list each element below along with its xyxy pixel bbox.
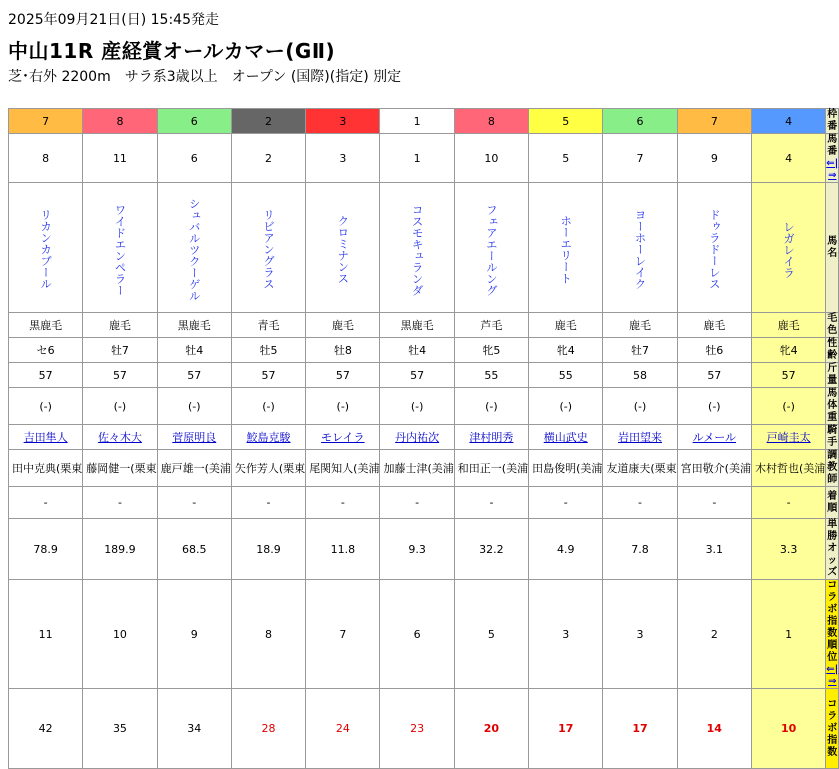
sort-arrows-link[interactable]: ⇐|⇒ bbox=[826, 158, 839, 181]
horse-number-cell: 4 bbox=[751, 134, 825, 183]
horse-name-cell bbox=[9, 183, 83, 313]
sex-age-cell: 牡8 bbox=[306, 338, 380, 363]
collab-index-cell: 20 bbox=[454, 689, 528, 769]
trainer-cell bbox=[157, 450, 231, 487]
trainer-name: 宮田敬介(美浦 bbox=[680, 461, 751, 475]
carried-weight-cell: 55 bbox=[454, 363, 528, 388]
sex-age-cell: 牡5 bbox=[231, 338, 305, 363]
frame-number-cell: 2 bbox=[231, 109, 305, 134]
jockey-cell bbox=[603, 425, 677, 450]
collab-rank-cell: 1 bbox=[751, 580, 825, 689]
sex-age-cell: セ6 bbox=[9, 338, 83, 363]
finish-position-cell: - bbox=[9, 487, 83, 519]
trainer-cell bbox=[9, 450, 83, 487]
body-weight-label: 馬体重 bbox=[827, 388, 838, 423]
coat-color-cell: 鹿毛 bbox=[751, 313, 825, 338]
carried-weight-cell: 57 bbox=[9, 363, 83, 388]
body-weight-cell: (-) bbox=[157, 388, 231, 425]
horse-name-cell bbox=[157, 183, 231, 313]
body-weight-cell: (-) bbox=[751, 388, 825, 425]
collab-index-cell: 17 bbox=[603, 689, 677, 769]
race-conditions: 芝･右外 2200m サラ系3歳以上 オープン (国際)(指定) 別定 bbox=[8, 69, 402, 85]
coat-color-cell: 鹿毛 bbox=[603, 313, 677, 338]
carried-weight-cell: 57 bbox=[751, 363, 825, 388]
jockey-link[interactable]: 吉田隼人 bbox=[23, 431, 68, 444]
finish-position-cell: - bbox=[83, 487, 157, 519]
jockey-link[interactable]: 横山武史 bbox=[543, 431, 588, 444]
collab-index-cell: 24 bbox=[306, 689, 380, 769]
frame-number-cell: 8 bbox=[83, 109, 157, 134]
finish-position-cell: - bbox=[306, 487, 380, 519]
finish-position-label: 着順 bbox=[826, 487, 839, 519]
trainer-cell bbox=[231, 450, 305, 487]
coat-color-cell: 鹿毛 bbox=[529, 313, 603, 338]
jockey-label: 騎手 bbox=[827, 425, 838, 448]
horse-number-cell: 1 bbox=[380, 134, 454, 183]
trainer-cell bbox=[603, 450, 677, 487]
coat-color-cell: 鹿毛 bbox=[677, 313, 751, 338]
jockey-cell bbox=[9, 425, 83, 450]
trainer-name: 田島俊明(美浦 bbox=[532, 461, 603, 475]
coat-color-cell: 黒鹿毛 bbox=[380, 313, 454, 338]
collab-rank-cell: 8 bbox=[231, 580, 305, 689]
collab-rank-cell: 10 bbox=[83, 580, 157, 689]
horse-number-cell: 10 bbox=[454, 134, 528, 183]
body-weight-cell: (-) bbox=[83, 388, 157, 425]
sex-age-cell: 牡7 bbox=[83, 338, 157, 363]
horse-name-link[interactable]: リビアングラス bbox=[262, 209, 277, 290]
collab-index-cell: 28 bbox=[231, 689, 305, 769]
carried-weight-cell: 57 bbox=[157, 363, 231, 388]
carried-weight-cell: 57 bbox=[306, 363, 380, 388]
collab-rank-label-text: コラボ指数順位 bbox=[827, 580, 838, 663]
horse-name-link[interactable]: シュバルツクーゲル bbox=[187, 197, 202, 302]
horse-number-label-text: 馬番 bbox=[827, 134, 838, 157]
horse-number-cell: 9 bbox=[677, 134, 751, 183]
body-weight-cell: (-) bbox=[529, 388, 603, 425]
finish-position-cell: - bbox=[157, 487, 231, 519]
trainer-name: 鹿戸雄一(美浦 bbox=[160, 461, 231, 475]
collab-index-cell: 34 bbox=[157, 689, 231, 769]
trainer-name: 友道康夫(栗東 bbox=[606, 461, 677, 475]
jockey-link[interactable]: 菅原明良 bbox=[172, 431, 217, 444]
finish-position-cell: - bbox=[380, 487, 454, 519]
win-odds-cell: 32.2 bbox=[454, 519, 528, 580]
horse-name-link[interactable]: リカンカブール bbox=[39, 209, 54, 290]
horse-name-link[interactable]: クロミナンス bbox=[336, 215, 351, 284]
horse-number-cell: 2 bbox=[231, 134, 305, 183]
horse-name-link[interactable]: ヨーホーレイク bbox=[633, 209, 648, 290]
jockey-cell bbox=[157, 425, 231, 450]
collab-rank-cell: 7 bbox=[306, 580, 380, 689]
win-odds-cell: 11.8 bbox=[306, 519, 380, 580]
jockey-link[interactable]: 丹内祐次 bbox=[395, 431, 440, 444]
jockey-cell bbox=[677, 425, 751, 450]
collab-rank-cell: 3 bbox=[529, 580, 603, 689]
horse-name-cell bbox=[529, 183, 603, 313]
finish-position-cell: - bbox=[454, 487, 528, 519]
frame-number-cell: 6 bbox=[603, 109, 677, 134]
race-datetime: 2025年09月21日(日) 15:45発走 bbox=[8, 12, 219, 28]
race-title: 中山11R 産経賞オールカマー(GⅡ) bbox=[8, 39, 336, 63]
jockey-link[interactable]: 岩田望来 bbox=[618, 431, 663, 444]
body-weight-cell: (-) bbox=[231, 388, 305, 425]
jockey-link[interactable]: ルメール bbox=[692, 431, 737, 444]
win-odds-label: 単勝オッズ bbox=[827, 519, 838, 578]
horse-number-cell: 11 bbox=[83, 134, 157, 183]
collab-rank-cell: 2 bbox=[677, 580, 751, 689]
collab-rank-cell: 3 bbox=[603, 580, 677, 689]
carried-weight-cell: 57 bbox=[380, 363, 454, 388]
collab-rank-label bbox=[826, 580, 839, 689]
horse-number-cell: 5 bbox=[529, 134, 603, 183]
body-weight-cell: (-) bbox=[306, 388, 380, 425]
win-odds-cell: 68.5 bbox=[157, 519, 231, 580]
horse-name-link[interactable]: レガレイラ bbox=[782, 220, 797, 279]
frame-number-cell: 5 bbox=[529, 109, 603, 134]
collab-index-label: コラボ指数 bbox=[826, 689, 839, 769]
horse-name-cell bbox=[231, 183, 305, 313]
trainer-name: 木村哲也(美浦 bbox=[754, 461, 826, 475]
coat-color-cell: 鹿毛 bbox=[83, 313, 157, 338]
coat-color-label: 毛色 bbox=[827, 313, 838, 336]
frame-number-cell: 3 bbox=[306, 109, 380, 134]
jockey-cell bbox=[83, 425, 157, 450]
collab-index-cell: 17 bbox=[529, 689, 603, 769]
win-odds-cell: 3.3 bbox=[751, 519, 825, 580]
collab-rank-cell: 5 bbox=[454, 580, 528, 689]
horse-name-cell bbox=[677, 183, 751, 313]
collab-rank-cell: 9 bbox=[157, 580, 231, 689]
frame-number-cell: 1 bbox=[380, 109, 454, 134]
horse-name-cell bbox=[306, 183, 380, 313]
sex-age-cell: 牡6 bbox=[677, 338, 751, 363]
trainer-cell bbox=[454, 450, 528, 487]
horse-name-link[interactable]: ドゥラドーレス bbox=[707, 209, 722, 290]
win-odds-cell: 4.9 bbox=[529, 519, 603, 580]
sex-age-cell: 牝4 bbox=[529, 338, 603, 363]
collab-index-cell: 14 bbox=[677, 689, 751, 769]
trainer-cell bbox=[306, 450, 380, 487]
win-odds-cell: 189.9 bbox=[83, 519, 157, 580]
horse-name-label: 馬名 bbox=[826, 183, 839, 313]
trainer-cell bbox=[751, 450, 825, 487]
collab-index-cell: 35 bbox=[83, 689, 157, 769]
jockey-link[interactable]: 佐々木大 bbox=[97, 431, 142, 444]
jockey-cell bbox=[751, 425, 825, 450]
frame-label: 枠番 bbox=[827, 109, 838, 132]
body-weight-cell: (-) bbox=[380, 388, 454, 425]
jockey-link[interactable]: 戸崎圭太 bbox=[766, 431, 811, 444]
jockey-cell bbox=[306, 425, 380, 450]
jockey-cell bbox=[380, 425, 454, 450]
horse-number-cell: 8 bbox=[9, 134, 83, 183]
win-odds-cell: 9.3 bbox=[380, 519, 454, 580]
collab-index-cell: 10 bbox=[751, 689, 825, 769]
jockey-link[interactable]: モレイラ bbox=[321, 431, 365, 444]
sex-age-cell: 牝5 bbox=[454, 338, 528, 363]
frame-number-cell: 7 bbox=[677, 109, 751, 134]
sex-age-cell: 牡4 bbox=[157, 338, 231, 363]
collab-rank-cell: 6 bbox=[380, 580, 454, 689]
horse-number-cell: 7 bbox=[603, 134, 677, 183]
body-weight-cell: (-) bbox=[603, 388, 677, 425]
trainer-name: 尾関知人(美浦 bbox=[309, 461, 380, 475]
trainer-cell bbox=[83, 450, 157, 487]
sex-age-cell: 牡4 bbox=[380, 338, 454, 363]
coat-color-cell: 黒鹿毛 bbox=[9, 313, 83, 338]
trainer-name: 和田正一(美浦 bbox=[457, 461, 529, 475]
collab-index-cell: 23 bbox=[380, 689, 454, 769]
horse-name-link[interactable]: コスモキュランダ bbox=[410, 203, 425, 296]
finish-position-cell: - bbox=[231, 487, 305, 519]
horse-name-cell bbox=[380, 183, 454, 313]
horse-name-link[interactable]: フェアエールング bbox=[484, 203, 499, 296]
body-weight-cell: (-) bbox=[454, 388, 528, 425]
trainer-cell bbox=[529, 450, 603, 487]
carried-weight-cell: 57 bbox=[677, 363, 751, 388]
horse-name-cell bbox=[603, 183, 677, 313]
frame-number-cell: 7 bbox=[9, 109, 83, 134]
win-odds-cell: 7.8 bbox=[603, 519, 677, 580]
jockey-cell bbox=[231, 425, 305, 450]
frame-number-cell: 4 bbox=[751, 109, 825, 134]
horse-name-cell bbox=[454, 183, 528, 313]
frame-number-cell: 8 bbox=[454, 109, 528, 134]
horse-name-link[interactable]: ホーエリート bbox=[559, 215, 574, 284]
horse-number-cell: 6 bbox=[157, 134, 231, 183]
carried-weight-cell: 57 bbox=[231, 363, 305, 388]
trainer-name: 藤岡健一(栗東 bbox=[86, 461, 157, 475]
collab-index-cell: 42 bbox=[9, 689, 83, 769]
carried-weight-label: 斤量 bbox=[827, 363, 838, 386]
finish-position-cell: - bbox=[677, 487, 751, 519]
horse-number-label bbox=[826, 134, 839, 183]
sex-age-label: 性齢 bbox=[827, 338, 838, 361]
carried-weight-cell: 58 bbox=[603, 363, 677, 388]
trainer-cell bbox=[380, 450, 454, 487]
sex-age-cell: 牡7 bbox=[603, 338, 677, 363]
sex-age-cell: 牝4 bbox=[751, 338, 825, 363]
collab-rank-cell: 11 bbox=[9, 580, 83, 689]
coat-color-cell: 黒鹿毛 bbox=[157, 313, 231, 338]
coat-color-cell: 青毛 bbox=[231, 313, 305, 338]
carried-weight-cell: 55 bbox=[529, 363, 603, 388]
trainer-name: 矢作芳人(栗東 bbox=[234, 461, 306, 475]
win-odds-cell: 18.9 bbox=[231, 519, 305, 580]
frame-number-cell: 6 bbox=[157, 109, 231, 134]
trainer-cell bbox=[677, 450, 751, 487]
body-weight-cell: (-) bbox=[9, 388, 83, 425]
horse-name-cell bbox=[751, 183, 825, 313]
coat-color-cell: 鹿毛 bbox=[306, 313, 380, 338]
trainer-label: 調教師 bbox=[827, 450, 838, 485]
horse-number-cell: 3 bbox=[306, 134, 380, 183]
jockey-cell bbox=[529, 425, 603, 450]
finish-position-cell: - bbox=[529, 487, 603, 519]
body-weight-cell: (-) bbox=[677, 388, 751, 425]
trainer-name: 田中克典(栗東 bbox=[12, 461, 83, 475]
finish-position-cell: - bbox=[751, 487, 825, 519]
horse-name-cell bbox=[83, 183, 157, 313]
jockey-link[interactable]: 鮫島克駿 bbox=[246, 431, 291, 444]
carried-weight-cell: 57 bbox=[83, 363, 157, 388]
win-odds-cell: 78.9 bbox=[9, 519, 83, 580]
finish-position-cell: - bbox=[603, 487, 677, 519]
collab-rank-sort-link[interactable]: ⇐|⇒ bbox=[826, 664, 839, 687]
entries-table bbox=[8, 108, 839, 769]
win-odds-cell: 3.1 bbox=[677, 519, 751, 580]
coat-color-cell: 芦毛 bbox=[454, 313, 528, 338]
jockey-link[interactable]: 津村明秀 bbox=[469, 431, 514, 444]
horse-name-link[interactable]: ワイドエンペラー bbox=[113, 203, 128, 296]
jockey-cell bbox=[454, 425, 528, 450]
trainer-name: 加藤士津(美浦 bbox=[383, 461, 454, 475]
